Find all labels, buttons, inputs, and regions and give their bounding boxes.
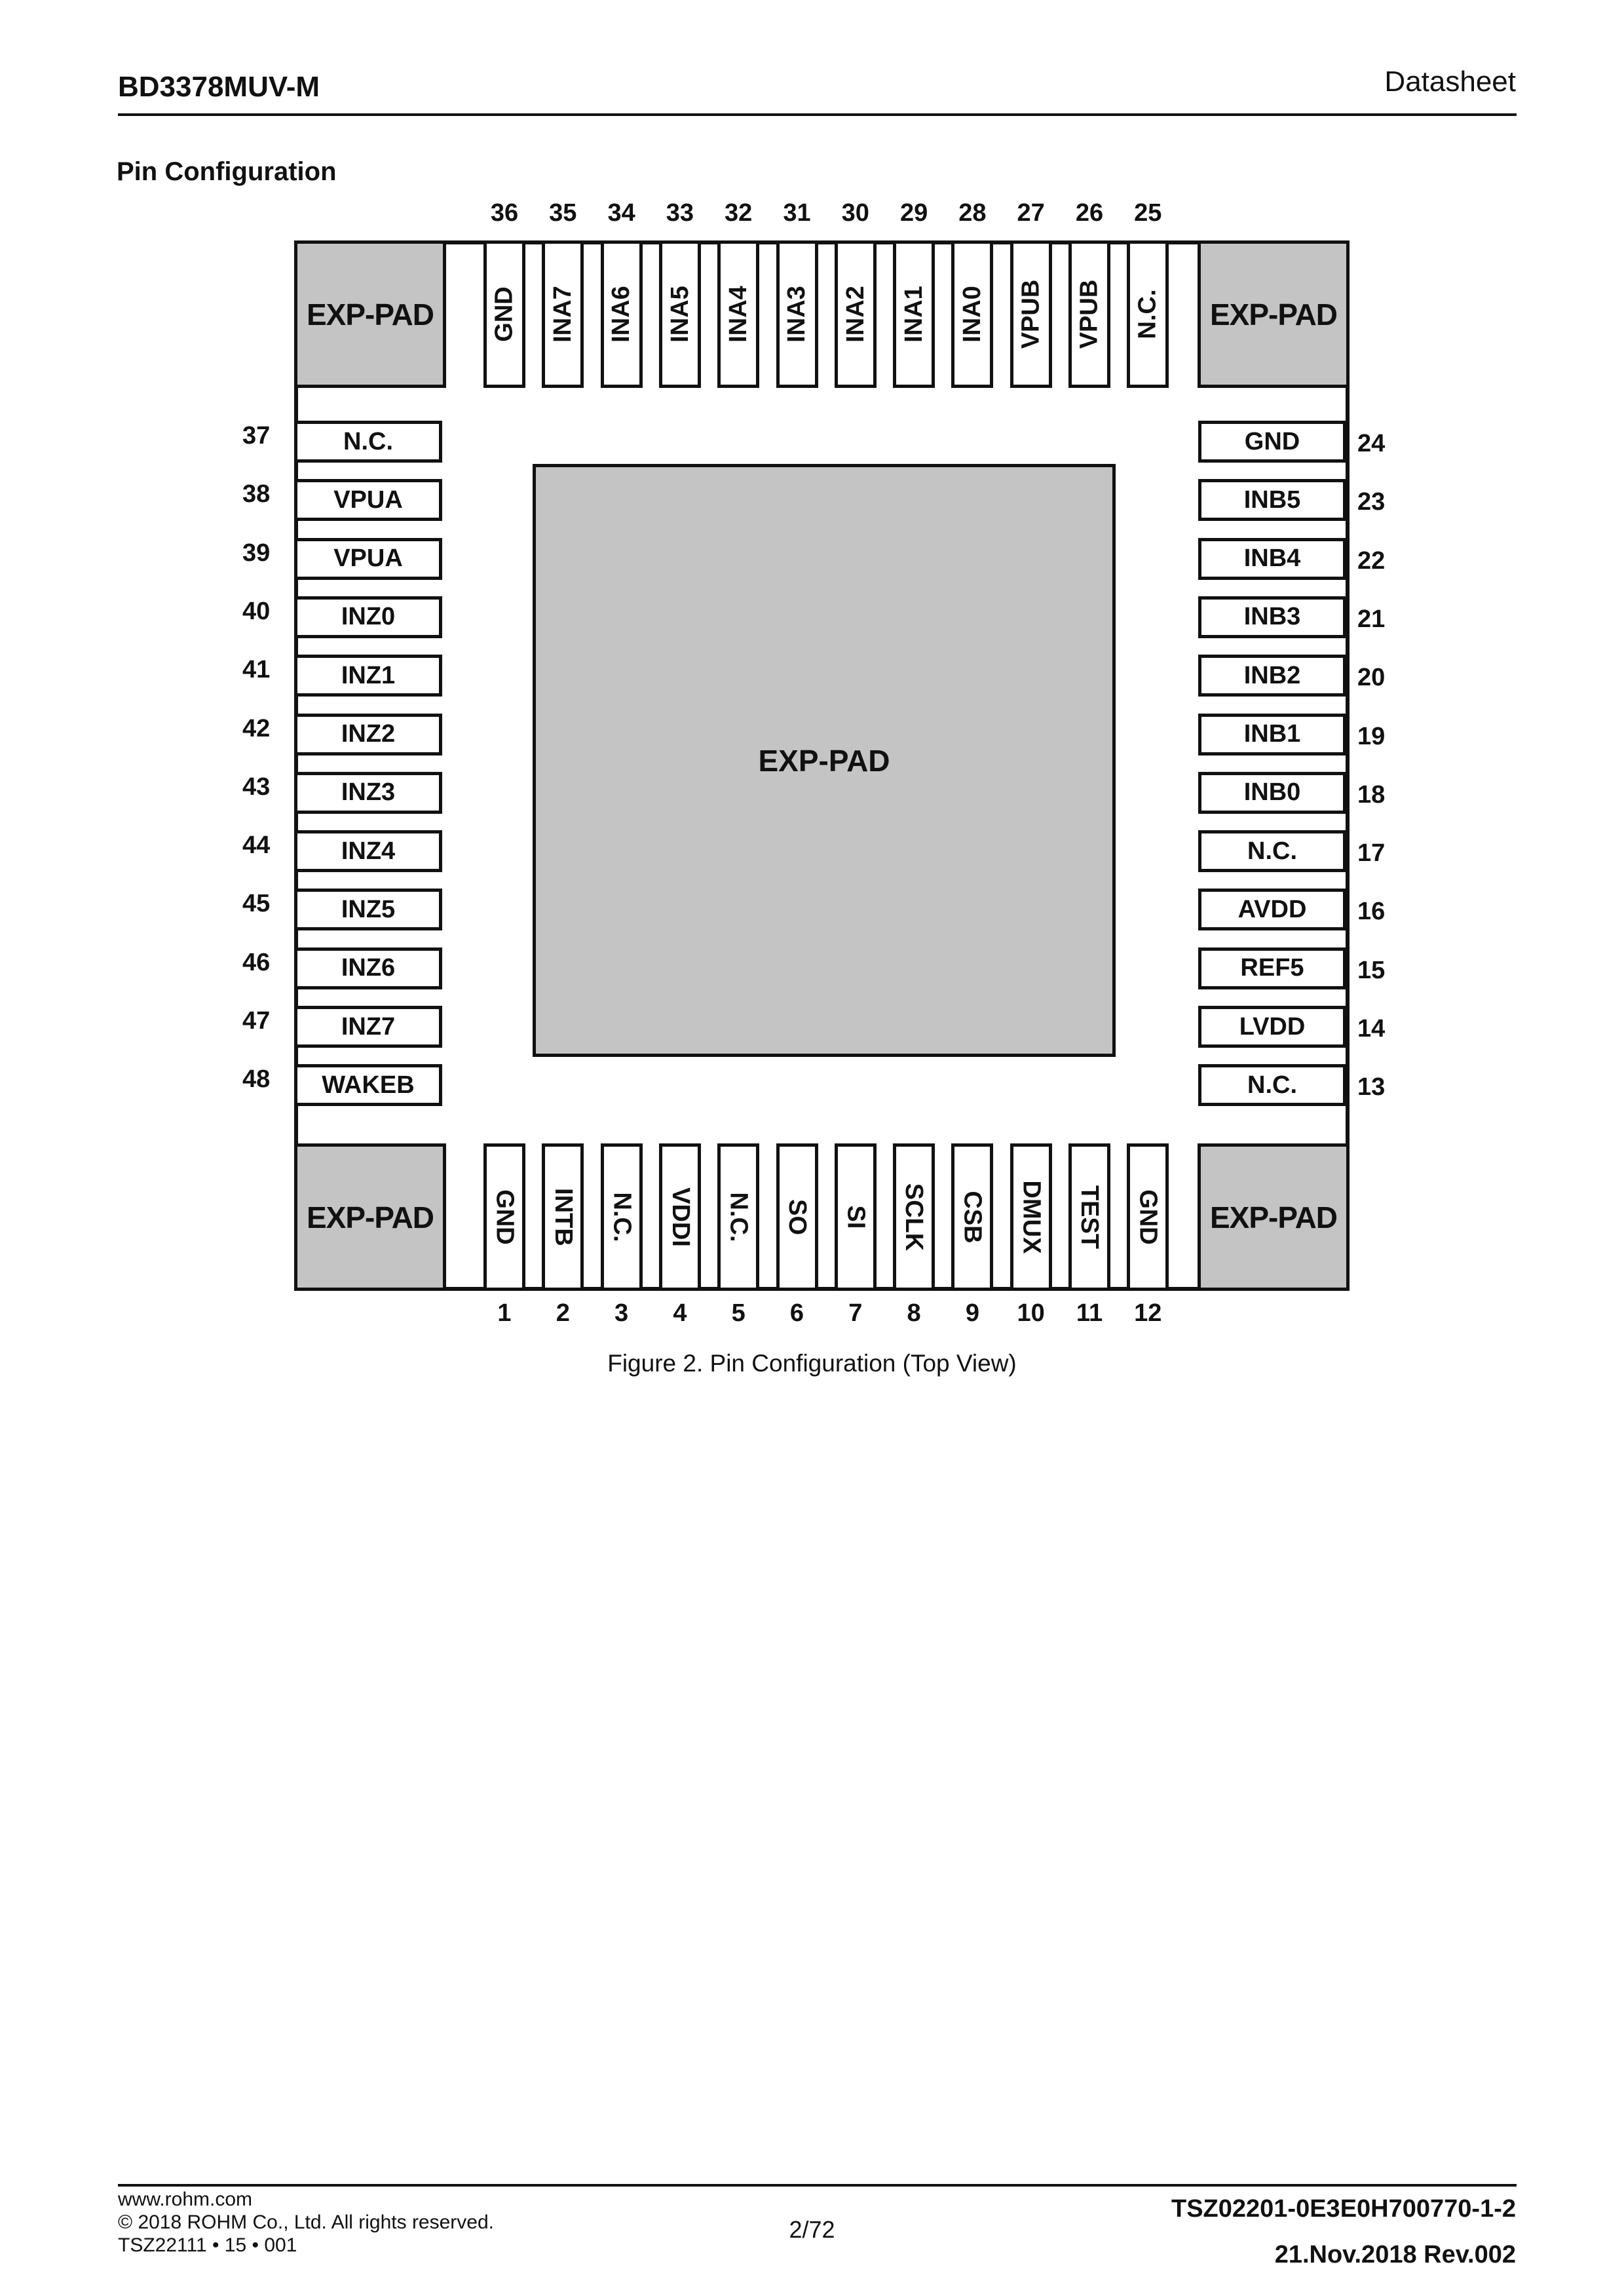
header-part-number: BD3378MUV-M (118, 71, 320, 103)
pin-8-box (893, 1143, 935, 1291)
pin-6-number: 6 (789, 1299, 804, 1327)
pin-32-box (717, 240, 759, 388)
pin-21-number: 21 (1357, 605, 1386, 633)
pin-32-name: INA4 (724, 286, 752, 343)
pin-10-box (1010, 1143, 1052, 1291)
footer-date-revision: 21.Nov.2018 Rev.002 (1274, 2241, 1516, 2268)
pin-7-number: 7 (848, 1299, 863, 1327)
pin-2-name: INTB (549, 1188, 577, 1246)
pin-41-box: INZ1 (294, 655, 442, 697)
pin-43-number: 43 (242, 773, 271, 801)
pin-42-box: INZ2 (294, 714, 442, 756)
pin-30-box (835, 240, 877, 388)
pin-28-name: INA0 (958, 286, 986, 343)
pin-1-number: 1 (497, 1299, 512, 1327)
pin-2-number: 2 (556, 1299, 570, 1327)
pin-9-box (951, 1143, 993, 1291)
pin-26-box (1068, 240, 1110, 388)
pin-47-box: INZ7 (294, 1006, 442, 1048)
pin-38-box: VPUA (294, 479, 442, 521)
pin-12-box (1127, 1143, 1169, 1291)
pin-41-number: 41 (242, 656, 271, 684)
pin-1-box (483, 1143, 525, 1291)
pin-43-box: INZ3 (294, 772, 442, 814)
footer-form-code: TSZ22111 • 15 • 001 (118, 2234, 297, 2256)
pin-31-number: 31 (783, 199, 811, 227)
pin-9-number: 9 (965, 1299, 979, 1327)
pin-40-box: INZ0 (294, 596, 442, 638)
pin-11-box (1068, 1143, 1110, 1291)
pin-28-box (951, 240, 993, 388)
pin-32-number: 32 (725, 199, 753, 227)
pin-38-number: 38 (242, 480, 271, 508)
pin-16-number: 16 (1357, 898, 1386, 926)
pin-35-number: 35 (549, 199, 577, 227)
pin-37-box: N.C. (294, 421, 442, 463)
pin-48-number: 48 (242, 1065, 271, 1094)
footer-copyright: © 2018 ROHM Co., Ltd. All rights reserved. (118, 2211, 494, 2233)
figure-caption: Figure 2. Pin Configuration (Top View) (607, 1350, 1017, 1377)
pin-13-box: N.C. (1198, 1064, 1346, 1106)
header-doc-type: Datasheet (1384, 66, 1516, 98)
pin-6-box (776, 1143, 818, 1291)
pin-26-name: VPUB (1075, 279, 1103, 349)
pin-10-name: DMUX (1017, 1180, 1046, 1254)
pin-34-number: 34 (607, 199, 635, 227)
footer-divider (118, 2184, 1517, 2187)
pin-5-number: 5 (731, 1299, 746, 1327)
pin-25-box (1127, 240, 1169, 388)
pin-33-name: INA5 (666, 286, 694, 343)
pin-29-number: 29 (899, 199, 928, 227)
pin-12-number: 12 (1134, 1299, 1162, 1327)
pin-4-number: 4 (673, 1299, 687, 1327)
pin-31-name: INA3 (783, 286, 811, 343)
pin-29-name: INA1 (899, 286, 928, 343)
pin-36-name: GND (490, 286, 518, 342)
pin-24-box: GND (1198, 421, 1346, 463)
pin-21-box: INB3 (1198, 596, 1346, 638)
pin-30-number: 30 (841, 199, 869, 227)
pin-3-name: N.C. (608, 1192, 636, 1242)
exp-pad-corner-top-right: EXP-PAD (1198, 240, 1350, 388)
pin-4-box (659, 1143, 701, 1291)
pin-44-box: INZ4 (294, 830, 442, 872)
pin-27-name: VPUB (1017, 279, 1045, 349)
pin-19-box: INB1 (1198, 714, 1346, 756)
pin-23-box: INB5 (1198, 479, 1346, 521)
pin-22-number: 22 (1357, 546, 1386, 575)
pin-45-number: 45 (242, 890, 271, 918)
pin-3-box (601, 1143, 643, 1291)
pin-44-number: 44 (242, 832, 271, 860)
pin-1-name: GND (491, 1189, 519, 1245)
pin-17-number: 17 (1357, 839, 1386, 868)
pin-15-box: REF5 (1198, 947, 1346, 989)
pin-31-box (776, 240, 818, 388)
pin-9-name: CSB (958, 1191, 987, 1244)
pin-8-name: SCLK (900, 1183, 928, 1252)
pin-13-number: 13 (1357, 1073, 1386, 1101)
pin-15-number: 15 (1357, 956, 1386, 984)
footer-doc-number: TSZ02201-0E3E0H700770-1-2 (1171, 2195, 1516, 2223)
pin-6-name: SO (784, 1199, 811, 1235)
exp-pad-corner-top-left: EXP-PAD (294, 240, 446, 388)
pin-17-box: N.C. (1198, 830, 1346, 872)
pin-8-number: 8 (907, 1299, 921, 1327)
pin-18-number: 18 (1357, 780, 1386, 809)
pin-24-number: 24 (1357, 430, 1386, 457)
pin-30-name: INA2 (841, 286, 869, 343)
pin-26-number: 26 (1075, 199, 1104, 227)
pin-18-box: INB0 (1198, 772, 1346, 814)
pin-7-box (835, 1143, 877, 1291)
pin-46-number: 46 (242, 948, 271, 976)
pin-27-box (1010, 240, 1052, 388)
pin-28-number: 28 (958, 199, 987, 227)
pin-25-number: 25 (1134, 199, 1162, 227)
pin-39-box: VPUA (294, 538, 442, 580)
pin-11-name: TEST (1076, 1185, 1104, 1250)
pin-19-number: 19 (1357, 722, 1386, 750)
pin-4-name: VDDI (666, 1187, 694, 1247)
pin-27-number: 27 (1017, 199, 1045, 227)
pin-3-number: 3 (614, 1299, 629, 1327)
pin-33-box (659, 240, 701, 388)
exp-pad-center: EXP-PAD (533, 464, 1116, 1057)
pin-20-number: 20 (1357, 664, 1386, 692)
pin-20-box: INB2 (1198, 655, 1346, 697)
pin-34-name: INA6 (607, 286, 635, 343)
pin-25-name: N.C. (1133, 289, 1161, 339)
pin-45-box: INZ5 (294, 889, 442, 930)
pin-36-number: 36 (490, 199, 519, 227)
pin-14-number: 14 (1357, 1015, 1386, 1043)
pin-2-box (542, 1143, 584, 1291)
pin-47-number: 47 (242, 1007, 271, 1035)
pin-10-number: 10 (1017, 1299, 1045, 1327)
pin-40-number: 40 (242, 597, 271, 625)
pin-29-box (893, 240, 935, 388)
pin-22-box: INB4 (1198, 538, 1346, 580)
pin-42-number: 42 (242, 714, 271, 742)
pin-39-number: 39 (242, 539, 271, 567)
footer-page-number: 2/72 (789, 2216, 835, 2243)
pin-35-box (542, 240, 584, 388)
pin-11-number: 11 (1076, 1299, 1103, 1327)
pin-14-box: LVDD (1198, 1006, 1346, 1048)
pin-5-name: N.C. (725, 1192, 753, 1242)
exp-pad-corner-bottom-left: EXP-PAD (294, 1143, 446, 1291)
footer-website: www.rohm.com (118, 2189, 253, 2210)
pin-37-number: 37 (242, 422, 271, 450)
pin-34-box (601, 240, 643, 388)
pin-36-box (483, 240, 525, 388)
pin-46-box: INZ6 (294, 947, 442, 989)
pin-16-box: AVDD (1198, 889, 1346, 930)
pin-33-number: 33 (666, 199, 694, 227)
section-title: Pin Configuration (117, 157, 337, 186)
pin-5-box (717, 1143, 759, 1291)
exp-pad-corner-bottom-right: EXP-PAD (1198, 1143, 1350, 1291)
pin-35-name: INA7 (548, 286, 576, 343)
pin-23-number: 23 (1357, 488, 1386, 516)
pin-7-name: SI (842, 1205, 870, 1229)
pin-48-box: WAKEB (294, 1064, 442, 1106)
pin-12-name: GND (1134, 1189, 1162, 1245)
